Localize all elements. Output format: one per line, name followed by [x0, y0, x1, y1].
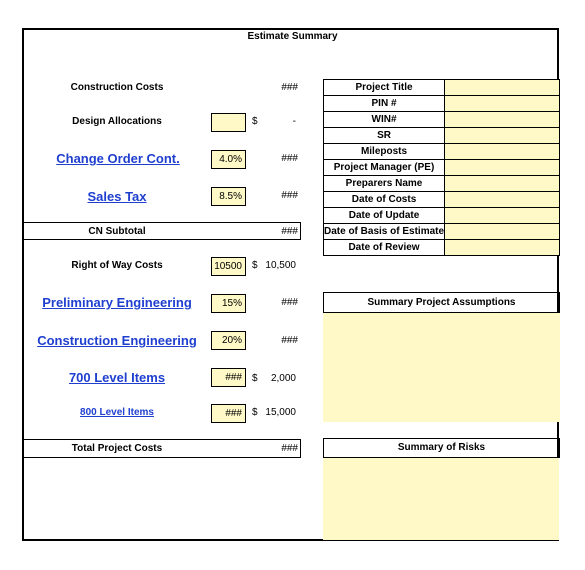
- date-of-review-field[interactable]: [445, 240, 560, 256]
- construction-engineering-value: ###: [281, 335, 298, 346]
- table-row: [324, 224, 560, 240]
- date-of-costs-field[interactable]: [445, 192, 560, 208]
- right-of-way-currency: $: [252, 260, 258, 271]
- construction-engineering-link[interactable]: Construction Engineering: [37, 333, 197, 348]
- project-manager-label: Project Manager (PE): [324, 160, 445, 176]
- table-row: [324, 192, 560, 208]
- construction-costs-value: ###: [281, 82, 298, 93]
- win-field[interactable]: [445, 112, 560, 128]
- table-row: [324, 112, 560, 128]
- project-manager-field[interactable]: [445, 160, 560, 176]
- level-700-items-input[interactable]: ###: [211, 368, 246, 387]
- date-of-basis-field[interactable]: [445, 224, 560, 240]
- cn-subtotal-label: CN Subtotal: [88, 226, 146, 237]
- total-project-costs-value: ###: [281, 443, 298, 454]
- table-row: [324, 160, 560, 176]
- preparers-name-field[interactable]: [445, 176, 560, 192]
- date-of-update-field[interactable]: [445, 208, 560, 224]
- right-of-way-value: 10,500: [265, 260, 296, 271]
- project-title-field[interactable]: [445, 80, 560, 96]
- mileposts-label: Mileposts: [324, 144, 445, 160]
- date-of-review-label: Date of Review: [324, 240, 445, 256]
- design-allocations-currency: $: [252, 116, 258, 127]
- win-label: WIN#: [324, 112, 445, 128]
- preliminary-engineering-input[interactable]: 15%: [211, 294, 246, 313]
- construction-engineering-input[interactable]: 20%: [211, 331, 246, 350]
- right-of-way-label: Right of Way Costs: [71, 260, 163, 271]
- table-row: [324, 240, 560, 256]
- project-info-table: [323, 79, 560, 256]
- table-row: [324, 80, 560, 96]
- cn-subtotal-value: ###: [281, 226, 298, 237]
- level-700-items-currency: $: [252, 373, 258, 384]
- construction-costs-label: Construction Costs: [70, 82, 164, 93]
- design-allocations-value: -: [292, 116, 296, 127]
- change-order-link[interactable]: Change Order Cont.: [56, 151, 180, 166]
- sheet-title: Estimate Summary: [247, 31, 338, 42]
- sales-tax-input[interactable]: 8.5%: [211, 187, 246, 206]
- assumptions-textarea[interactable]: [323, 313, 560, 422]
- table-row: [324, 128, 560, 144]
- pin-label: PIN #: [324, 96, 445, 112]
- design-allocations-input[interactable]: [211, 113, 246, 132]
- mileposts-field[interactable]: [445, 144, 560, 160]
- level-800-items-currency: $: [252, 407, 258, 418]
- assumptions-header: Summary Project Assumptions: [323, 292, 560, 313]
- pin-field[interactable]: [445, 96, 560, 112]
- sr-field[interactable]: [445, 128, 560, 144]
- table-row: [324, 144, 560, 160]
- risks-textarea[interactable]: [323, 458, 559, 540]
- sales-tax-link[interactable]: Sales Tax: [87, 189, 147, 204]
- risks-header: Summary of Risks: [323, 438, 560, 458]
- right-of-way-input[interactable]: 10500: [211, 257, 246, 276]
- change-order-input[interactable]: 4.0%: [211, 150, 246, 169]
- total-project-costs-label: Total Project Costs: [71, 443, 163, 454]
- design-allocations-label: Design Allocations: [72, 116, 162, 127]
- level-700-items-value: 2,000: [270, 373, 296, 384]
- sr-label: SR: [324, 128, 445, 144]
- level-700-items-link[interactable]: 700 Level Items: [68, 370, 166, 385]
- table-row: [324, 96, 560, 112]
- level-800-items-input[interactable]: ###: [211, 404, 246, 423]
- level-800-items-link[interactable]: 800 Level Items: [80, 407, 154, 418]
- date-of-costs-label: Date of Costs: [324, 192, 445, 208]
- table-row: [324, 176, 560, 192]
- sales-tax-value: ###: [281, 190, 298, 201]
- preliminary-engineering-link[interactable]: Preliminary Engineering: [42, 295, 192, 310]
- date-of-update-label: Date of Update: [324, 208, 445, 224]
- project-title-label: Project Title: [324, 80, 445, 96]
- date-of-basis-label: Date of Basis of Estimate: [324, 224, 445, 240]
- change-order-value: ###: [281, 153, 298, 164]
- preparers-name-label: Preparers Name: [324, 176, 445, 192]
- table-row: [324, 208, 560, 224]
- level-800-items-value: 15,000: [265, 407, 296, 418]
- preliminary-engineering-value: ###: [281, 297, 298, 308]
